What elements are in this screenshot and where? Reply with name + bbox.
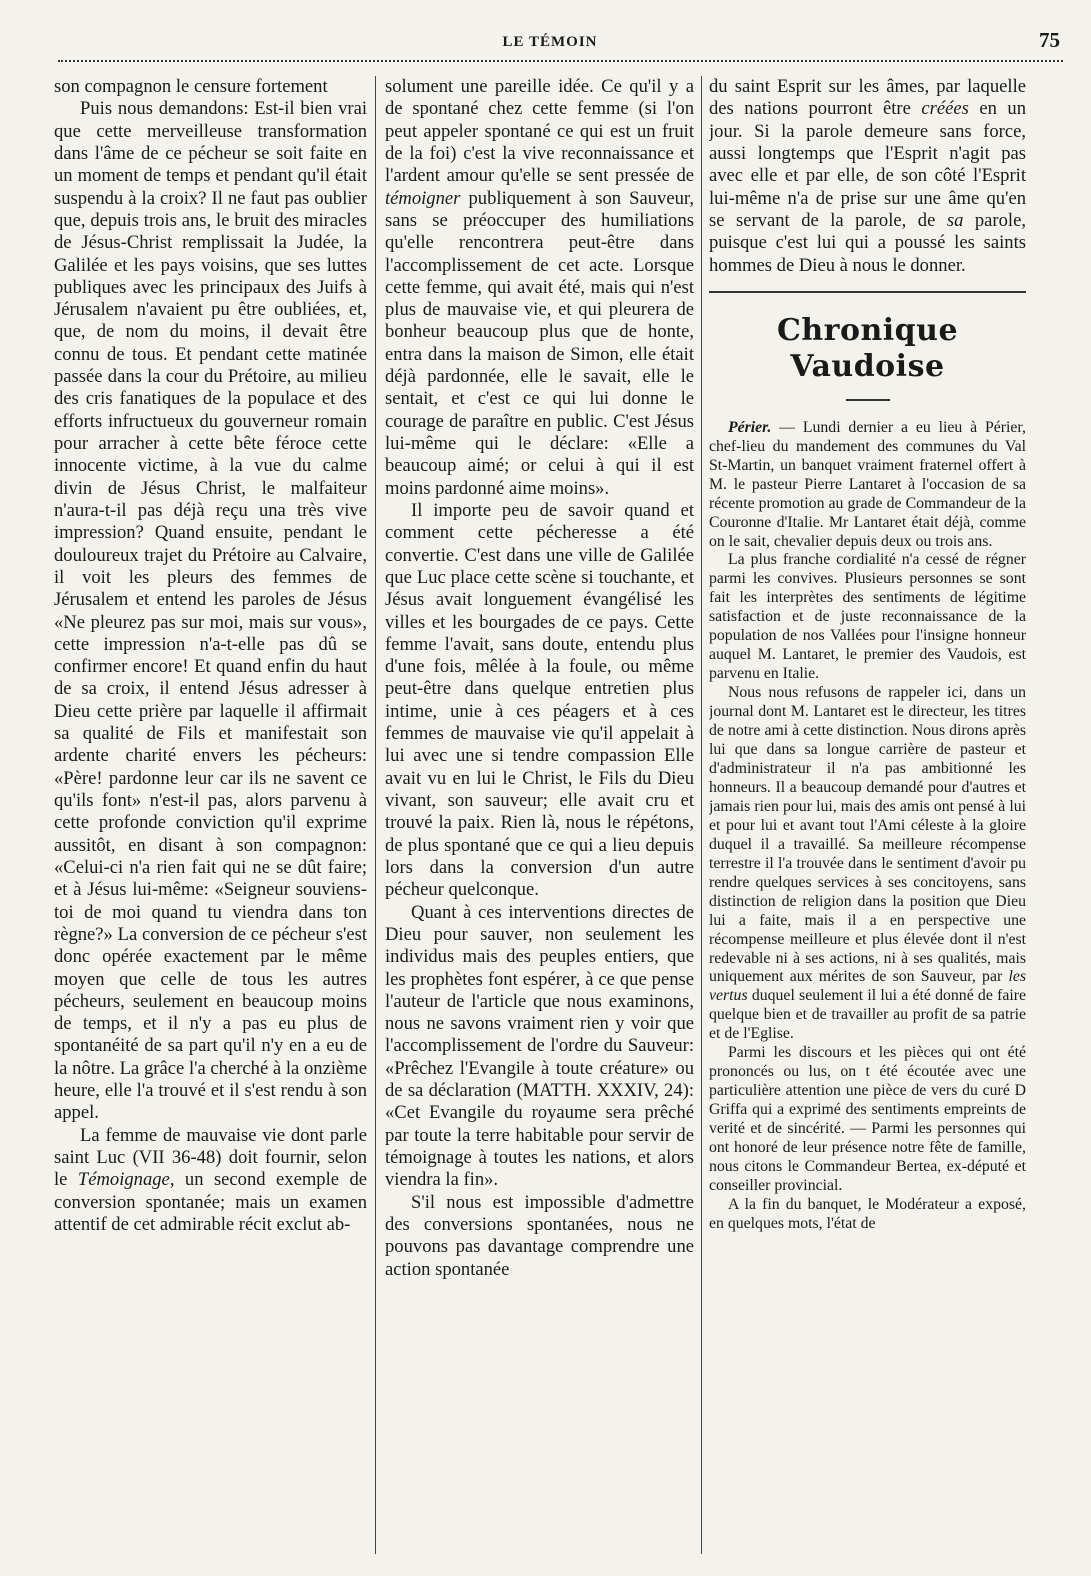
column-1 xyxy=(54,76,367,1556)
text-run: en un jour. Si la parole demeure sans force, aussi longtemps que l'Esprit n'agit pas avec elle et par elle, de son côté l'Esprit lui-même n'a de prise sur une âme qu'en se servant de la parole, de xyxy=(709,98,1026,231)
page-number: 75 xyxy=(1039,28,1060,52)
italic-title: Témoignage xyxy=(77,1169,170,1191)
paragraph xyxy=(709,419,1026,552)
italic-word: créées xyxy=(921,98,969,120)
dateline: Périer. xyxy=(727,418,772,436)
section-title: Chronique Vaudoise xyxy=(776,312,959,384)
column-divider xyxy=(701,76,702,1554)
title-underline xyxy=(846,399,890,401)
paragraph: S'il nous est impossible d'admettre des conversions spontanées, nous ne pouvons pas davantage comprendre une action spontanée xyxy=(385,1191,694,1280)
section-rule xyxy=(709,291,1026,293)
text-run: La femme de mauvaise vie dont parle saint Luc (VII 36-48) doit fournir, selon le xyxy=(54,1124,367,1191)
text-run: du saint Esprit sur les âmes, par laquelle des nations pourront être xyxy=(709,76,1026,120)
italic-word: témoigner xyxy=(385,187,461,209)
text-run: solument une pareille idée. Ce qu'il y a de spontané chez cette femme (si l'on peut appeler spontané ce qui est un fruit de la foi) c'est la vive reconnaissance et l'ardent amour qu'elle se sent pressée de xyxy=(385,76,694,187)
paragraph: son compagnon le censure fortement xyxy=(54,76,328,97)
paragraph: Parmi les discours et les pièces qui ont été prononcés ou lus, on t été écoutée avec une particulière attention une pièce de vers du curé D Griffa qui a exprimé des sentiments empreints de verité et de sincérité. — Parmi les personnes qui ont honoré de leur présence notre fête de famille, nous citons le Commandeur Bertea, ex-député et conseiller provincial. xyxy=(709,1044,1026,1194)
paragraph xyxy=(709,684,1026,1044)
text-run: publiquement à son Sauveur, sans se préoccuper des humiliations qu'elle rencontrera peut-être dans l'accomplissement de cet acte. Lorsque cette femme, qui avait été, mais qui n'est plus de mauvaise vie, et qui pleurera de bonheur beaucoup plus que de honte, entra dans la maison de Simon, elle était déjà pardonnée, elle le savait, elle le sentait, et c'est ce qui lui donne le courage de paraître en public. C'est Jésus lui-même qui le déclare: «Elle a beaucoup aimé; or celui à qui il est moins pardonné aime moins». xyxy=(385,187,694,499)
column-2 xyxy=(385,76,694,1556)
text-run: duquel seulement il lui a été donné de faire quelque bien et de travailler au profit de sa patrie et de l'Eglise. xyxy=(709,987,1026,1043)
text-run: Nous nous refusons de rappeler ici, dans un journal dont M. Lantaret est le directeur, les titres de notre ami à cette distinction. Nous dirons après lui que dans sa longue carrière de pasteur et d'administrateur il n'a pas ambitionné les honneurs. Il a beaucoup demandé pour d'autres et jamais rien pour lui, mais des amis ont pensé à lui et pour lui et avant tout l'Ami céleste à la gloire duquel il a travaillé. Sa meilleure récompense terrestre il l'a trouvée dans le sentiment d'avoir pu rendre quelques services à ses concitoyens, sans distinction de religion dans la position que Dieu lui a faite, mais il a en perspective une récompense meilleure et plus élevée dont il n'est redevable ni à ses actions, ni à ses qualités, mais uniquement aux mérites de son Sauveur, par xyxy=(709,684,1026,986)
italic-word: les vertus xyxy=(709,968,1026,1005)
chronicle-body xyxy=(709,419,1026,1234)
page-header xyxy=(40,28,1060,58)
header-rule xyxy=(58,60,1063,62)
paragraph: Il importe peu de savoir quand et comment cette pécheresse a été convertie. C'est dans une ville de Galilée que Luc place cette scène si touchante, et Jésus avait longuement évangélisé les villes et les bourgades de ce pays. Cette femme l'avait, sans doute, entendu plus d'une fois, mêlée à la foule, ou même peut-être dans quelque entretien plus intime, unie à ces péagers et à ces femmes de mauvaise vie qu'il appelait à lui avec une si tendre compassion Elle avait vu en lui le Christ, le Fils du Dieu vivant, son sauveur; elle avait cru et trouvé la paix. Rien là, nous le répétons, de plus spontané que ce qui a lieu depuis lors dans la conversion d'un autre pécheur quelconque. xyxy=(385,499,694,901)
text-run: — Lundi dernier a eu lieu à Périer, chef-lieu du mandement des communes du Val St-Martin, un banquet vraiment fraternel offert à M. le pasteur Pierre Lantaret à l'occasion de sa récente promotion au grade de Commandeur de la Couronne d'Italie. Mr Lantaret était déjà, comme on le sait, chevalier depuis deux ou trois ans. xyxy=(709,418,1026,550)
paragraph xyxy=(709,76,1026,277)
column-divider xyxy=(375,76,376,1554)
italic-word: sa xyxy=(946,209,964,231)
paragraph: Puis nous demandons: Est-il bien vrai que cette merveilleuse transformation dans l'âme de ce pécheur se soit faite en un moment de temps et pendant qu'il était suspendu à la croix? Il ne faut pas oublier que, depuis trois ans, le bruit des miracles de Jésus-Christ remplissait la Judée, la Galilée et les pays voisins, que ses luttes publiques avec les principaux des Juifs à Jérusalem n'avaient pu être oubliées, et, que, de nom du moins, il devait être connu de tous. Et pendant cette matinée passée dans la cour du Prétoire, au milieu des cris fanatiques de la populace et des efforts infructueux du gouverneur romain pour arracher à cette bête féroce cette innocente victime, à la vue du calme divin de Jésus Christ, le malfaiteur n'aura-t-il pas déjà reçu una très vive impression? Quand ensuite, pendant le douloureux trajet du Prétoire au Calvaire, il voit les pleurs des femmes de Jérusalem et entend les paroles de Jésus «Ne pleurez pas sur moi, mais sur vous», cette impression n'a-t-elle pas dû se confirmer encore! Et quand enfin du haut de sa croix, il entend Jésus adresser à Dieu cette prière par laquelle il affirmait sa qualité de Fils et manifestait son ardente charité envers les pécheurs: «Père! pardonne leur car ils ne savent ce qu'ils font» n'est-il pas, alors parvenu à cette profonde conviction qu'il exprime aussitôt, en disant à son compagnon: «Celui-ci n'a rien fait qui ne se dût faire; et à Jésus lui-même: «Seigneur souviens-toi de moi quand tu viendra dans ton règne?» La conversion de ce pécheur s'est donc opérée exactement par le même moyen que celle de tous les autres pécheurs, seulement en beaucoup moins de temps, et il n'y a pas eu plus de spontanéité de sa part qu'il n'y en a eu de la nôtre. La grâce l'a cherché à la onzième heure, elle l'a trouvé et il s'est rendu à son appel. xyxy=(54,98,367,1124)
text-run: parole, puisque c'est lui qui a poussé les saints hommes de Dieu à nous le donner. xyxy=(709,209,1026,276)
running-title: LE TÉMOIN xyxy=(502,34,598,50)
column-3 xyxy=(709,76,1026,1556)
paragraph xyxy=(54,1125,367,1237)
paragraph: La plus franche cordialité n'a cessé de régner parmi les convives. Plusieurs personnes se sont fait les interprètes des sentiments de légitime satisfaction et de juste reconnaissance de la population de nos Vallées pour l'insigne honneur auquel M. Lantaret, le premier des Vaudois, est parvenu en Italie. xyxy=(709,551,1026,683)
paragraph xyxy=(385,76,694,500)
paragraph: Quant à ces interventions directes de Dieu pour sauver, non seulement les individus mais des peuples entiers, que les prophètes font espérer, à ce que pense l'auteur de l'article que nous examinons, nous ne savons vraiment rien y voir que l'accomplissement de l'ordre du Sauveur: «Prêchez l'Evangile à toute créature» ou de sa déclaration (MATTH. XXXIV, 24): «Cet Evangile du royaume sera prêché par toute la terre habitable pour servir de témoignage à toutes les nations, et alors viendra la fin». xyxy=(385,901,694,1191)
text-run: , un second exemple de conversion spontanée; mais un examen attentif de cet admirable récit exclut ab- xyxy=(54,1169,367,1235)
paragraph: A la fin du banquet, le Modérateur a exposé, en quelques mots, l'état de xyxy=(709,1195,1026,1232)
